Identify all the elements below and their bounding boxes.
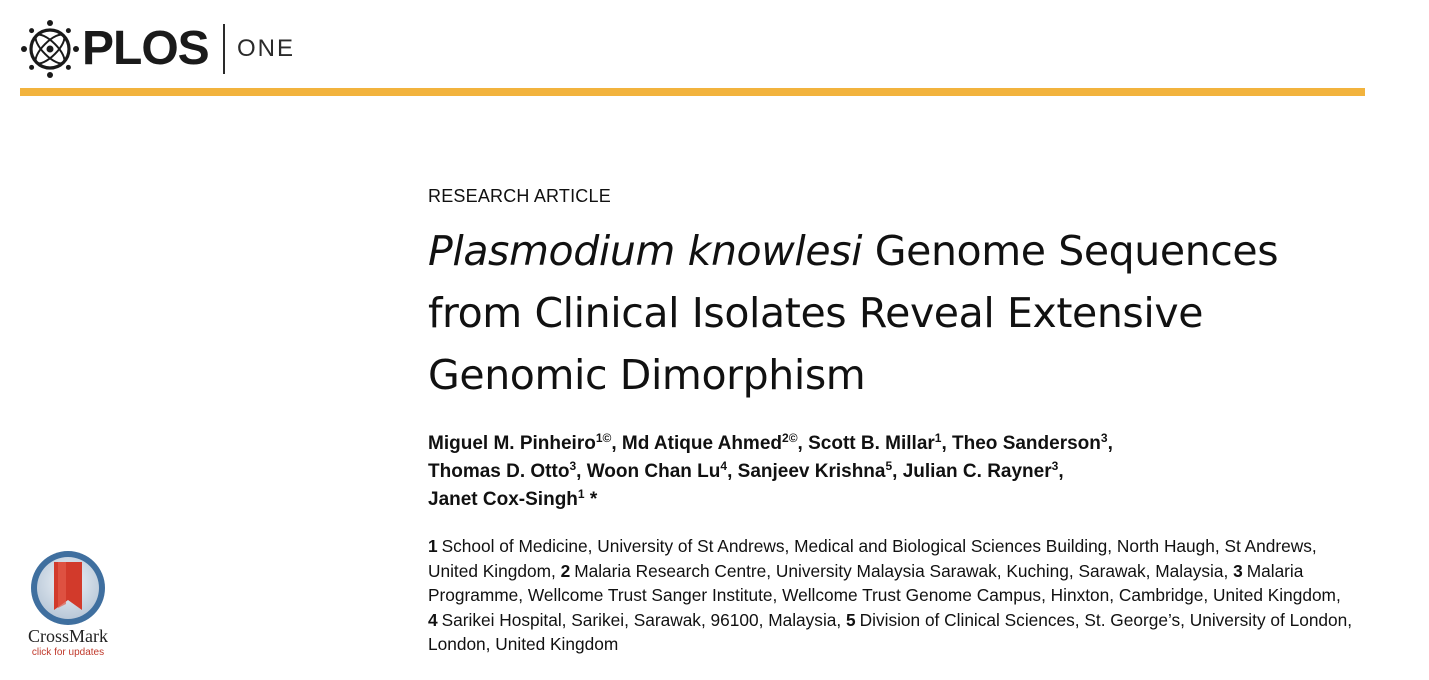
affiliation-list <box>428 534 1358 657</box>
author[interactable]: Thomas D. Otto$^3$ <box>428 459 577 482</box>
author[interactable]: Theo Sanderson$^3$ <box>952 431 1108 454</box>
article-title <box>428 220 1358 406</box>
title-rest: Genome Sequences from Clinical Isolates Reveal Extensive Genomic Dimorphism <box>428 227 1279 399</box>
author[interactable]: Sanjeev Krishna$^5$ <box>737 459 893 482</box>
affiliation-text: Malaria Research Centre, University Malaysia Sarawak, Kuching, Sarawak, Malaysia, <box>574 560 1229 581</box>
affiliation-text: Malaria Programme, Wellcome Trust Sanger Institute, Wellcome Trust Genome Campus, Hinxton, Cambridge, United Kingdom, <box>428 560 1341 606</box>
title-species-name: Plasmodium knowlesi <box>428 227 863 275</box>
crossmark-badge[interactable] <box>18 548 118 663</box>
author-list: Miguel M. Pinheiro$^{1©}$, Md Atique Ahmed$^{2©}$, Scott B. Millar$^1$, Theo Sanderson$^3$, Thomas D. Otto$^3$, Woon Chan Lu$^4$, Sanjeev Krishna$^5$, Julian C. Rayner$^3$, Janet Cox-Singh$^1$ * <box>428 431 1113 510</box>
author[interactable]: Janet Cox-Singh$^1$ <box>428 487 585 510</box>
crossmark-label: CrossMark <box>28 626 108 646</box>
affiliation-number: 2 <box>560 560 571 581</box>
affiliation-number: 5 <box>846 609 856 630</box>
journal-logo-text: PLOS <box>82 22 209 75</box>
affiliation-number: 3 <box>1233 560 1243 581</box>
journal-logo-sub: ONE <box>237 35 296 62</box>
affiliation-number: 1 <box>428 536 438 556</box>
affiliation-text: Sarikei Hospital, Sarikei, Sarawak, 96100, Malaysia, <box>441 609 842 630</box>
affiliation-text: School of Medicine, University of St Andrews, Medical and Biological Sciences Building, North Haugh, St Andrews, United Kingdom, <box>428 536 1317 581</box>
plos-logo-icon <box>20 19 80 79</box>
author[interactable]: Julian C. Rayner$^3$ <box>902 459 1059 482</box>
article-front-matter <box>428 184 1358 657</box>
header-accent-rule <box>20 88 1365 96</box>
author[interactable]: Scott B. Millar$^1$ <box>808 431 942 454</box>
crossmark-subtitle: click for updates <box>31 647 105 658</box>
author[interactable]: Woon Chan Lu$^4$ <box>586 459 728 482</box>
logo-divider <box>223 24 225 74</box>
author[interactable]: Md Atique Ahmed$^{2©}$ <box>621 431 798 454</box>
journal-header <box>20 14 1365 96</box>
corresponding-marker: * <box>584 489 598 510</box>
affiliation-number: 4 <box>428 609 438 630</box>
affiliation-text: Division of Clinical Sciences, St. George’s, University of London, London, United Kingdom <box>428 609 1353 655</box>
crossmark-icon <box>18 548 118 628</box>
article-type: RESEARCH ARTICLE <box>428 186 611 206</box>
author[interactable]: Miguel M. Pinheiro$^{1©}$ <box>428 431 612 454</box>
